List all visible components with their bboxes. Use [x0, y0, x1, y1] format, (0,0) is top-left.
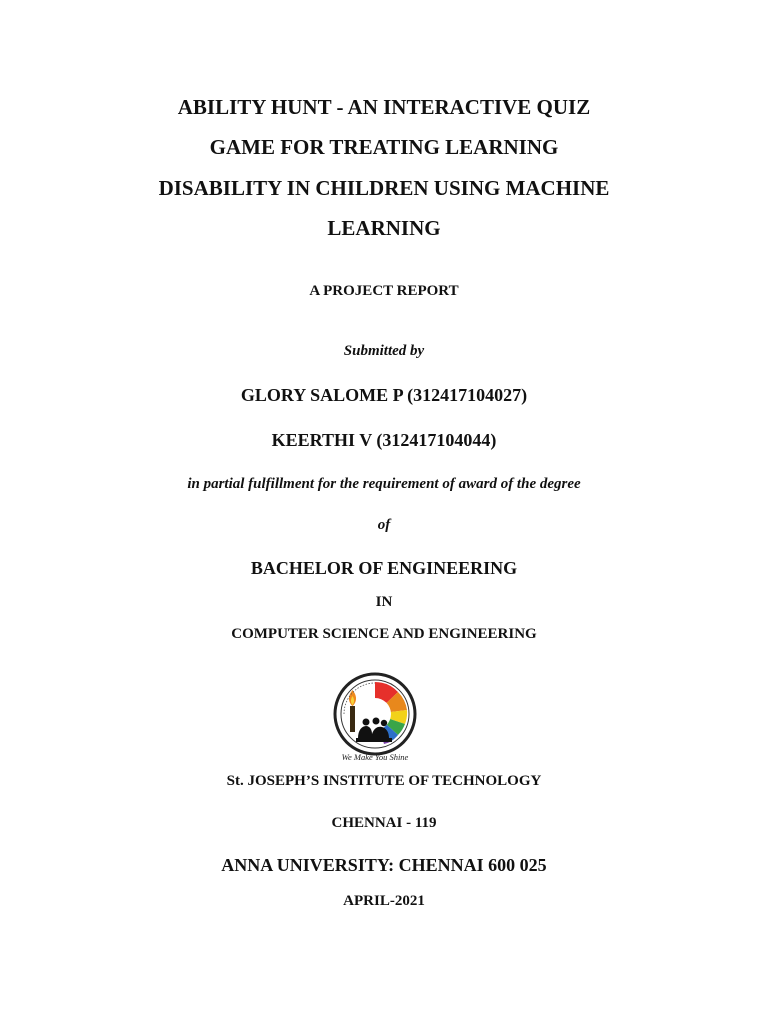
- of-text: of: [377, 517, 391, 533]
- branch: COMPUTER SCIENCE AND ENGINEERING: [231, 626, 537, 642]
- institute-name: St. JOSEPH’S INSTITUTE OF TECHNOLOGY: [226, 773, 542, 789]
- title-line-4: LEARNING: [327, 216, 441, 240]
- report-type: A PROJECT REPORT: [309, 283, 459, 299]
- university: ANNA UNIVERSITY: CHENNAI 600 025: [221, 855, 547, 875]
- title-line-3: DISABILITY IN CHILDREN USING MACHINE: [158, 176, 610, 200]
- fulfillment-text: in partial fulfillment for the requirement of award of the degree: [187, 476, 581, 492]
- title-line-1: ABILITY HUNT - AN INTERACTIVE QUIZ: [177, 95, 591, 119]
- author-1: GLORY SALOME P (312417104027): [240, 385, 528, 405]
- city: CHENNAI - 119: [331, 815, 437, 831]
- in-text: IN: [375, 594, 393, 610]
- degree: BACHELOR OF ENGINEERING: [250, 558, 518, 578]
- submitted-by: Submitted by: [343, 343, 425, 359]
- institute-logo: [332, 672, 418, 764]
- logo-motto: We Make You Shine: [341, 752, 409, 762]
- date: APRIL-2021: [343, 893, 425, 909]
- author-2: KEERTHI V (312417104044): [271, 430, 497, 450]
- title-line-2: GAME FOR TREATING LEARNING: [209, 135, 559, 159]
